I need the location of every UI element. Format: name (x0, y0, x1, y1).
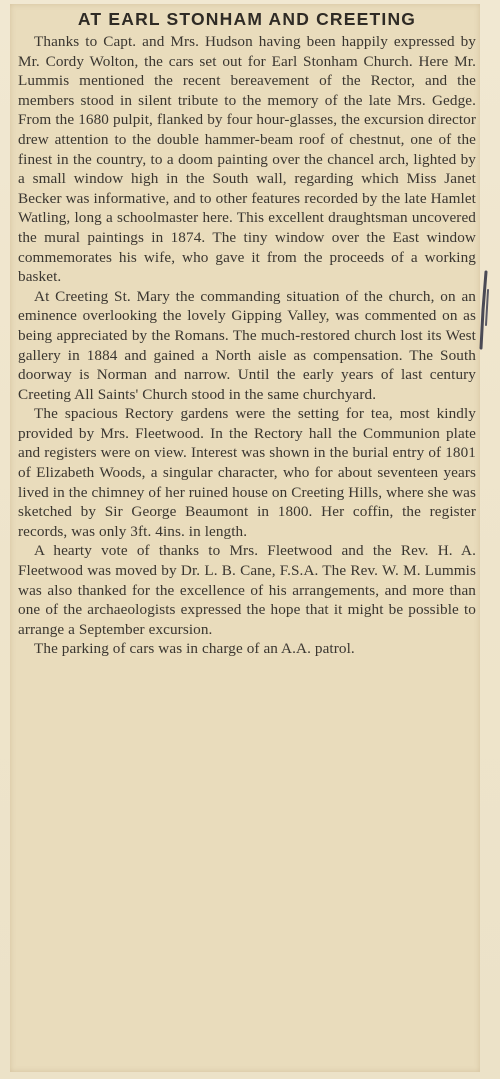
article-paragraph-3: The spacious Rectory gardens were the setting for tea, most kindly provided by Mrs. Fleetwood. In the Rectory hall the Communion plate and registers were on view. Interest was shown in the burial entry of 1801 of Elizabeth Woods, a singular character, who for about seventeen years lived in the chimney of her ruined house on Creeting Hills, where she was sketched by Sir George Beaumont in 1800. Her coffin, the register records, was only 3ft. 4ins. in length. (18, 405, 476, 540)
article-paragraph-5: The parking of cars was in charge of an A.A. patrol. (34, 640, 355, 658)
article-paragraph-4: A hearty vote of thanks to Mrs. Fleetwood and the Rev. H. A. Fleetwood was moved by Dr. L. B. Cane, F.S.A. The Rev. W. M. Lummis was also thanked for the excellence of his arrangements, and more than one of the archaeologists expressed the hope that it might be possible to arrange a September excursion. (18, 542, 476, 638)
margin-pencil-mark (478, 270, 490, 350)
article-paragraph-2: At Creeting St. Mary the commanding situation of the church, on an eminence overlooking the lovely Gipping Valley, was commented on as being appreciated by the Romans. The much-restored church lost its West gallery in 1884 and gained a North aisle as compensation. The South doorway is Norman and narrow. Until the early years of last century Creeting All Saints' Church stood in the same churchyard. (18, 287, 476, 403)
article-headline: AT EARL STONHAM AND CREETING (77, 9, 417, 29)
article-paragraph-1: Thanks to Capt. and Mrs. Hudson having been happily expressed by Mr. Cordy Wolton, the cars set out for Earl Stonham Church. Here Mr. Lummis mentioned the recent bereavement of the Rector, and the members stood in silent tribute to the memory of the late Mrs. Gedge. From the 1680 pulpit, flanked by four hour-glasses, the excursion director drew attention to the double hammer-beam roof of chestnut, one of the finest in the country, to a doom painting over the chancel arch, lighted by a small window high in the South wall, regarding which Miss Janet Becker was informative, and to other features recorded by the late Hamlet Watling, long a schoolmaster here. This excellent draughtsman uncovered the mural paintings in 1874. The tiny window over the East window commemorates his wife, who gave it from the proceeds of a working basket. (18, 33, 476, 286)
article-column (18, 8, 476, 659)
